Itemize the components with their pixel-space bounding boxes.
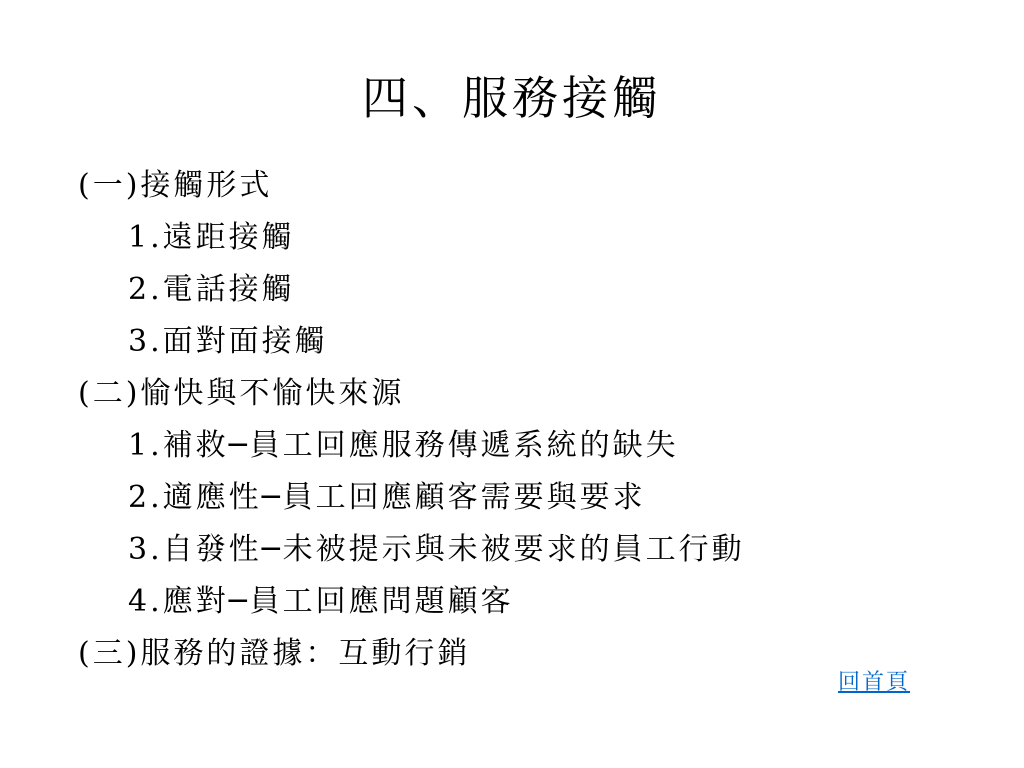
slide-content xyxy=(78,160,958,680)
list-item: 2.電話接觸 xyxy=(128,272,295,307)
list-item-section-2: (二)愉快與不愉快來源 xyxy=(78,376,405,411)
list-item: 3.面對面接觸 xyxy=(128,324,328,359)
list-item: 1.補救─員工回應服務傳遞系統的缺失 xyxy=(128,428,679,463)
home-link[interactable]: 回首頁 xyxy=(838,670,911,695)
list-item: 1.遠距接觸 xyxy=(128,220,295,255)
list-item: 3.自發性─未被提示與未被要求的員工行動 xyxy=(128,532,745,567)
list-item-section-1: (一)接觸形式 xyxy=(78,168,273,203)
list-item-section-3: (三)服務的證據：互動行銷 xyxy=(78,636,471,671)
list-item: 2.適應性─員工回應顧客需要與要求 xyxy=(128,480,646,515)
list-item: 4.應對─員工回應問題顧客 xyxy=(128,584,514,619)
slide-title: 四、服務接觸 xyxy=(362,71,662,125)
